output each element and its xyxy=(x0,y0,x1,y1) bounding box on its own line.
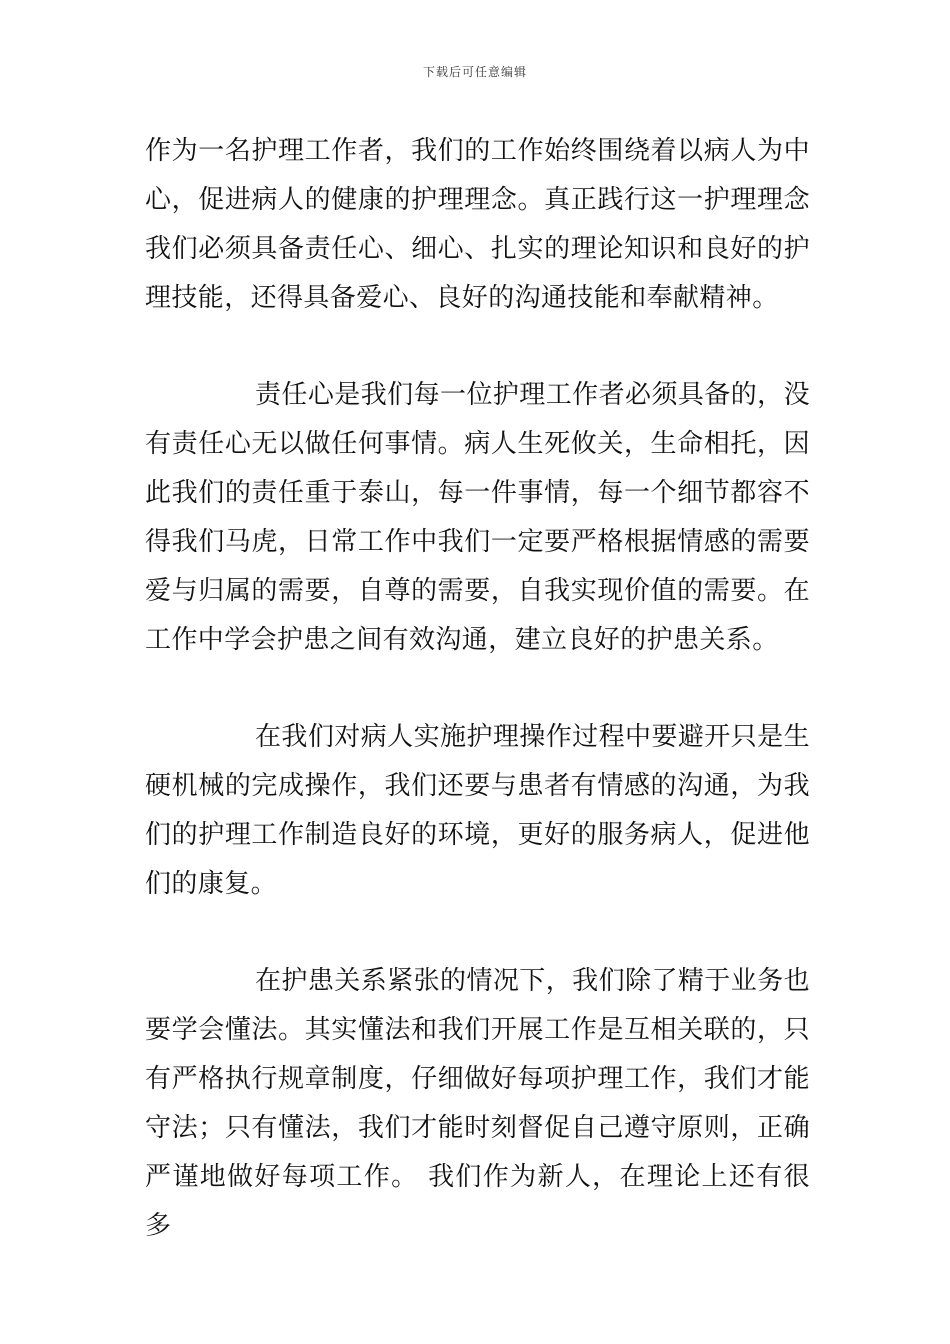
paragraph-3: 在我们对病人实施护理操作过程中要避开只是生硬机械的完成操作，我们还要与患者有情感的沟通，为我们的护理工作制造良好的环境，更好的服务病人，促进他们的康复。 xyxy=(145,722,810,899)
paragraph-4: 在护患关系紧张的情况下，我们除了精于业务也要学会懂法。其实懂法和我们开展工作是互相关联的，只有严格执行规章制度，仔细做好每项护理工作，我们才能守法；只有懂法，我们才能时刻督促自己遵守原则，正确严谨地做好每项工作。 我们作为新人，在理论上还有很多 xyxy=(145,966,810,1241)
paragraph-2: 责任心是我们每一位护理工作者必须具备的，没有责任心无以做任何事情。病人生死攸关，生命相托，因此我们的责任重于泰山，每一件事情，每一个细节都容不得我们马虎，日常工作中我们一定要严格根据情感的需要爱与归属的需要，自尊的需要，自我实现价值的需要。在工作中学会护患之间有效沟通，建立良好的护患关系。 xyxy=(145,380,810,655)
document-body xyxy=(145,127,810,1251)
paragraph-1: 作为一名护理工作者，我们的工作始终围绕着以病人为中心，促进病人的健康的护理理念。真正践行这一护理理念我们必须具备责任心、细心、扎实的理论知识和良好的护理技能，还得具备爱心、良好的沟通技能和奉献精神。 xyxy=(145,136,810,313)
page-header: 下载后可任意编辑 xyxy=(422,65,527,79)
